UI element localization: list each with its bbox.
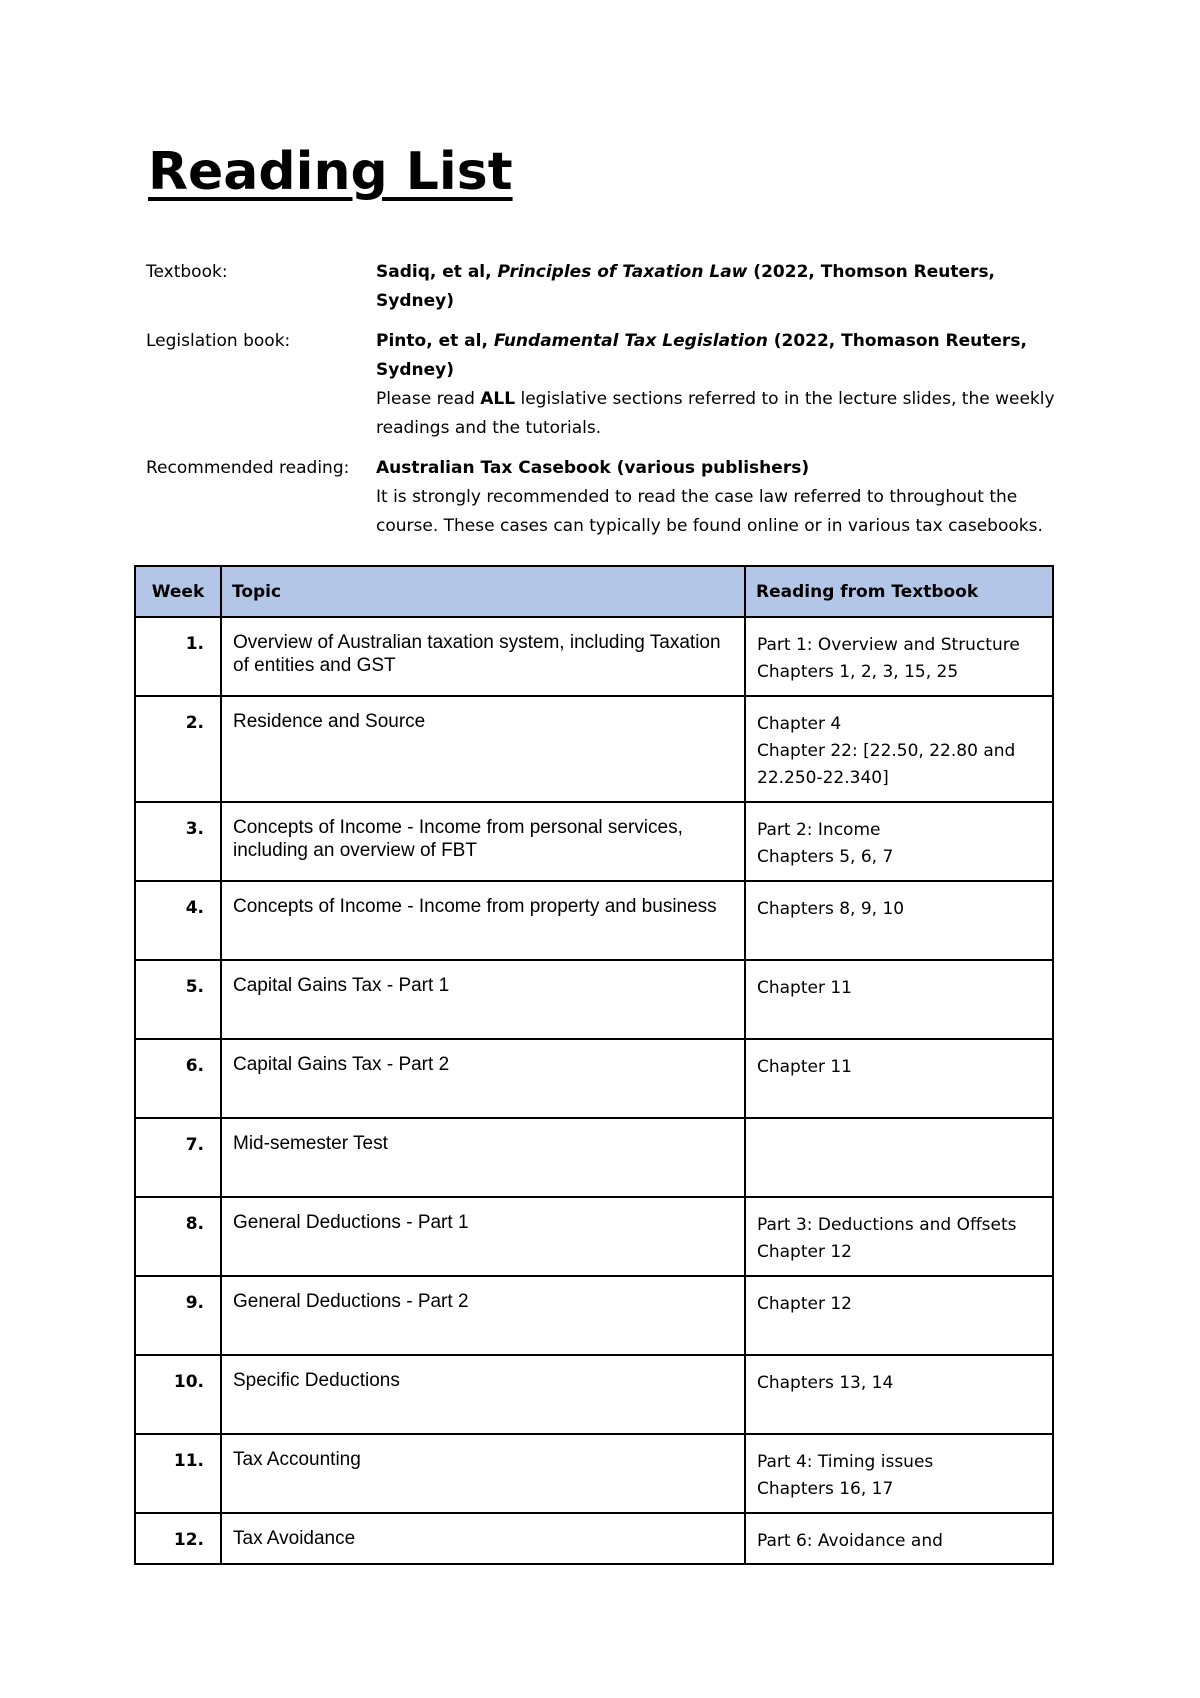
table-row	[135, 960, 1053, 1039]
table-row	[135, 802, 1053, 881]
topic-cell: Capital Gains Tax - Part 1	[221, 960, 745, 1039]
week-number: 1.	[135, 617, 221, 696]
reading-line: Part 1: Overview and Structure	[757, 635, 1020, 655]
topic-cell: Residence and Source	[221, 696, 745, 802]
week-number: 8.	[135, 1197, 221, 1276]
recommended-label: Recommended reading:	[146, 458, 350, 478]
week-number: 11.	[135, 1434, 221, 1513]
reading-cell	[745, 1276, 1053, 1355]
legislation-label: Legislation book:	[146, 331, 291, 351]
reading-line: Chapters 13, 14	[757, 1373, 894, 1393]
reading-line: Chapter 4	[757, 714, 842, 734]
table-row	[135, 1039, 1053, 1118]
table-row	[135, 617, 1053, 696]
reading-cell	[745, 1355, 1053, 1434]
table-row	[135, 1197, 1053, 1276]
reading-cell	[745, 617, 1053, 696]
reading-line: Chapter 22: [22.50, 22.80 and 22.250-22.340]	[757, 741, 1016, 788]
recommended-title: Australian Tax Casebook (various publishers)	[376, 458, 810, 478]
reading-line: Chapter 12	[757, 1242, 853, 1262]
reading-column-header: Reading from Textbook	[745, 566, 1053, 617]
legislation-row	[146, 327, 1066, 443]
textbook-value	[376, 258, 1066, 316]
legislation-note-bold: ALL	[480, 389, 516, 409]
reading-line: Part 6: Avoidance and	[757, 1531, 943, 1551]
reading-cell	[745, 1039, 1053, 1118]
legislation-author: Pinto, et al,	[376, 331, 494, 351]
reading-cell	[745, 1434, 1053, 1513]
week-number: 10.	[135, 1355, 221, 1434]
week-number: 12.	[135, 1513, 221, 1564]
reading-cell	[745, 1513, 1053, 1564]
textbook-title: Principles of Taxation Law	[497, 262, 748, 282]
table-row	[135, 1355, 1053, 1434]
topic-column-header: Topic	[221, 566, 745, 617]
topic-cell: Tax Avoidance	[221, 1513, 745, 1564]
reading-line: Chapter 11	[757, 978, 853, 998]
page-title: Reading List	[148, 142, 513, 202]
week-column-header: Week	[135, 566, 221, 617]
topic-cell: Specific Deductions	[221, 1355, 745, 1434]
reading-line: Part 3: Deductions and Offsets	[757, 1215, 1017, 1235]
week-number: 5.	[135, 960, 221, 1039]
recommended-note: It is strongly recommended to read the case law referred to throughout the course. These cases can typically be found online or in various tax casebooks.	[376, 487, 1043, 536]
week-number: 2.	[135, 696, 221, 802]
legislation-details: (2022, Thomason Reuters, Sydney)	[376, 331, 1027, 380]
topic-cell: Concepts of Income - Income from personal services, including an overview of FBT	[221, 802, 745, 881]
reading-cell	[745, 881, 1053, 960]
table-row	[135, 881, 1053, 960]
legislation-citation	[376, 327, 1066, 385]
reading-line: Part 2: Income	[757, 820, 881, 840]
reading-info	[146, 258, 1066, 552]
table-row	[135, 1276, 1053, 1355]
reading-cell	[745, 1197, 1053, 1276]
table-row	[135, 1434, 1053, 1513]
table-row	[135, 696, 1053, 802]
recommended-row	[146, 454, 1066, 541]
reading-line: Chapters 5, 6, 7	[757, 847, 894, 867]
topic-cell: General Deductions - Part 2	[221, 1276, 745, 1355]
textbook-details: (2022, Thomson Reuters, Sydney)	[376, 262, 996, 311]
week-number: 6.	[135, 1039, 221, 1118]
recommended-value	[376, 454, 1066, 541]
reading-cell	[745, 960, 1053, 1039]
reading-line: Part 4: Timing issues	[757, 1452, 934, 1472]
table-row	[135, 1513, 1053, 1564]
reading-line: Chapters 16, 17	[757, 1479, 894, 1499]
reading-line: Chapters 1, 2, 3, 15, 25	[757, 662, 959, 682]
topic-cell: Concepts of Income - Income from property and business	[221, 881, 745, 960]
reading-cell	[745, 696, 1053, 802]
legislation-title: Fundamental Tax Legislation	[493, 331, 768, 351]
reading-cell	[745, 1118, 1053, 1197]
week-number: 7.	[135, 1118, 221, 1197]
legislation-note-post: legislative sections referred to in the lecture slides, the weekly readings and the tutorials.	[376, 389, 1055, 438]
textbook-label: Textbook:	[146, 262, 228, 282]
reading-line: Chapter 12	[757, 1294, 853, 1314]
week-number: 4.	[135, 881, 221, 960]
topic-cell: General Deductions - Part 1	[221, 1197, 745, 1276]
topic-cell: Mid-semester Test	[221, 1118, 745, 1197]
legislation-value	[376, 327, 1066, 443]
week-number: 3.	[135, 802, 221, 881]
reading-table	[134, 565, 1054, 1565]
legislation-note-pre: Please read	[376, 389, 481, 409]
reading-line: Chapter 11	[757, 1057, 853, 1077]
topic-cell: Overview of Australian taxation system, including Taxation of entities and GST	[221, 617, 745, 696]
topic-cell: Tax Accounting	[221, 1434, 745, 1513]
textbook-row	[146, 258, 1066, 316]
table-header-row	[135, 566, 1053, 617]
reading-cell	[745, 802, 1053, 881]
reading-line: Chapters 8, 9, 10	[757, 899, 905, 919]
legislation-note	[376, 385, 1066, 443]
textbook-author: Sadiq, et al,	[376, 262, 498, 282]
week-number: 9.	[135, 1276, 221, 1355]
table-row	[135, 1118, 1053, 1197]
topic-cell: Capital Gains Tax - Part 2	[221, 1039, 745, 1118]
